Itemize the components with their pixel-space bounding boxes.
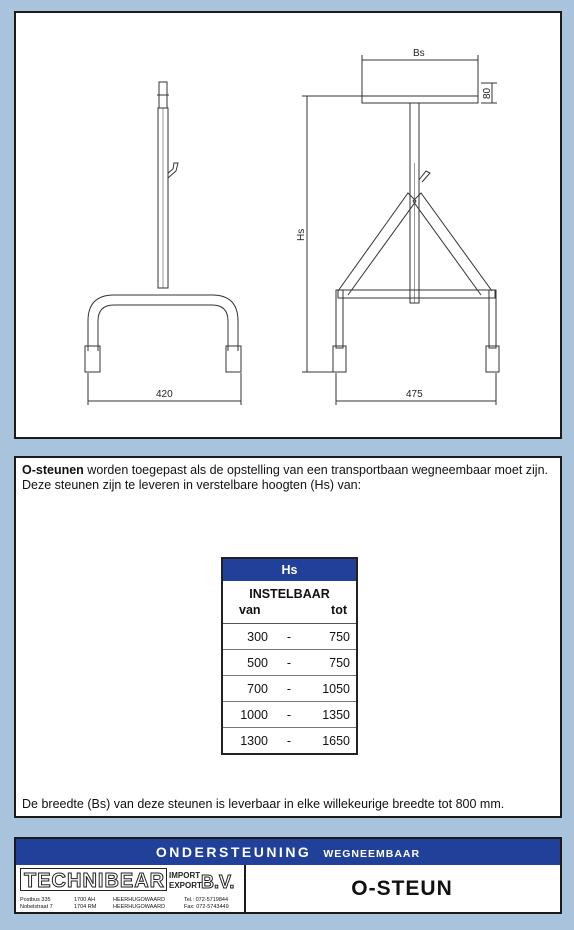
col-van: van: [239, 603, 261, 617]
table-column-headers: [223, 603, 356, 624]
footnote: De breedte (Bs) van deze steunen is leverbaar in elke willekeurige breedte tot 800 mm.: [22, 797, 505, 811]
cell-tot: 1350: [322, 707, 350, 722]
technibear-logo: [20, 868, 240, 894]
intro-text: [22, 463, 554, 493]
technical-drawing-panel: [14, 11, 562, 439]
cell-dash: -: [286, 629, 292, 644]
cell-tot: 750: [329, 629, 350, 644]
cell-van: 300: [247, 629, 268, 644]
dim-left-width: 420: [156, 389, 173, 400]
product-name: O-STEUN: [351, 877, 453, 900]
cell-tot: 750: [329, 655, 350, 670]
dim-bs: Bs: [413, 48, 425, 59]
subcategory-label: WEGNEEMBAAR: [323, 848, 421, 860]
addr-street-zip: 1704 RM: [74, 904, 97, 910]
logo-bv-text: B.V.: [201, 872, 235, 892]
technical-drawing: [16, 13, 560, 437]
category-bar: [16, 839, 560, 865]
table-subheader: INSTELBAAR: [249, 587, 330, 601]
table-body: [223, 624, 356, 753]
cell-dash: -: [286, 733, 292, 748]
cell-tot: 1650: [322, 733, 350, 748]
table-row: [223, 727, 356, 753]
dim-top-height: 80: [482, 87, 493, 99]
cell-dash: -: [286, 655, 292, 670]
description-panel: [14, 456, 562, 818]
cell-tot: 1050: [322, 681, 350, 696]
intro-line2: Deze steunen zijn te leveren in verstelbare hoogten (Hs) van:: [22, 478, 362, 492]
table-row: [223, 649, 356, 675]
category-label: ONDERSTEUNING: [155, 844, 312, 860]
table-row: [223, 624, 356, 649]
table-row: [223, 675, 356, 701]
addr-tel: Tel.: 072-5719844: [184, 897, 229, 903]
addr-postbus: Postbus 335: [20, 897, 51, 903]
intro-bold: O-steunen: [22, 463, 84, 477]
table-row: [223, 701, 356, 727]
cell-dash: -: [286, 681, 292, 696]
dim-hs: Hs: [296, 228, 307, 241]
cell-van: 500: [247, 655, 268, 670]
addr-postbus-zip: 1700 AH: [74, 897, 96, 903]
addr-fax: Fax: 072-5743449: [184, 904, 229, 910]
cell-van: 700: [247, 681, 268, 696]
cell-dash: -: [286, 707, 292, 722]
left-support-side-view: [85, 82, 241, 372]
cell-van: 1300: [240, 733, 268, 748]
cell-van: 1000: [240, 707, 268, 722]
addr-postbus-city: HEERHUGOWAARD: [113, 897, 166, 903]
footer: [14, 837, 562, 914]
intro-rest: worden toegepast als de opstelling van een transportbaan wegneembaar moet zijn.: [83, 463, 548, 477]
addr-street: Nobelstraat 7: [20, 904, 53, 910]
dim-right-width: 475: [406, 389, 423, 400]
logo-export-text: EXPORT: [169, 881, 202, 890]
height-table: [221, 557, 358, 755]
addr-street-city: HEERHUGOWAARD: [113, 904, 166, 910]
company-logo-box: [16, 865, 246, 912]
table-header: Hs: [223, 559, 356, 581]
right-support-front-view: [302, 55, 499, 372]
logo-import-text: IMPORT: [169, 871, 201, 880]
logo-main-text: TECHNIBEAR: [24, 870, 166, 892]
col-tot: tot: [331, 603, 347, 617]
